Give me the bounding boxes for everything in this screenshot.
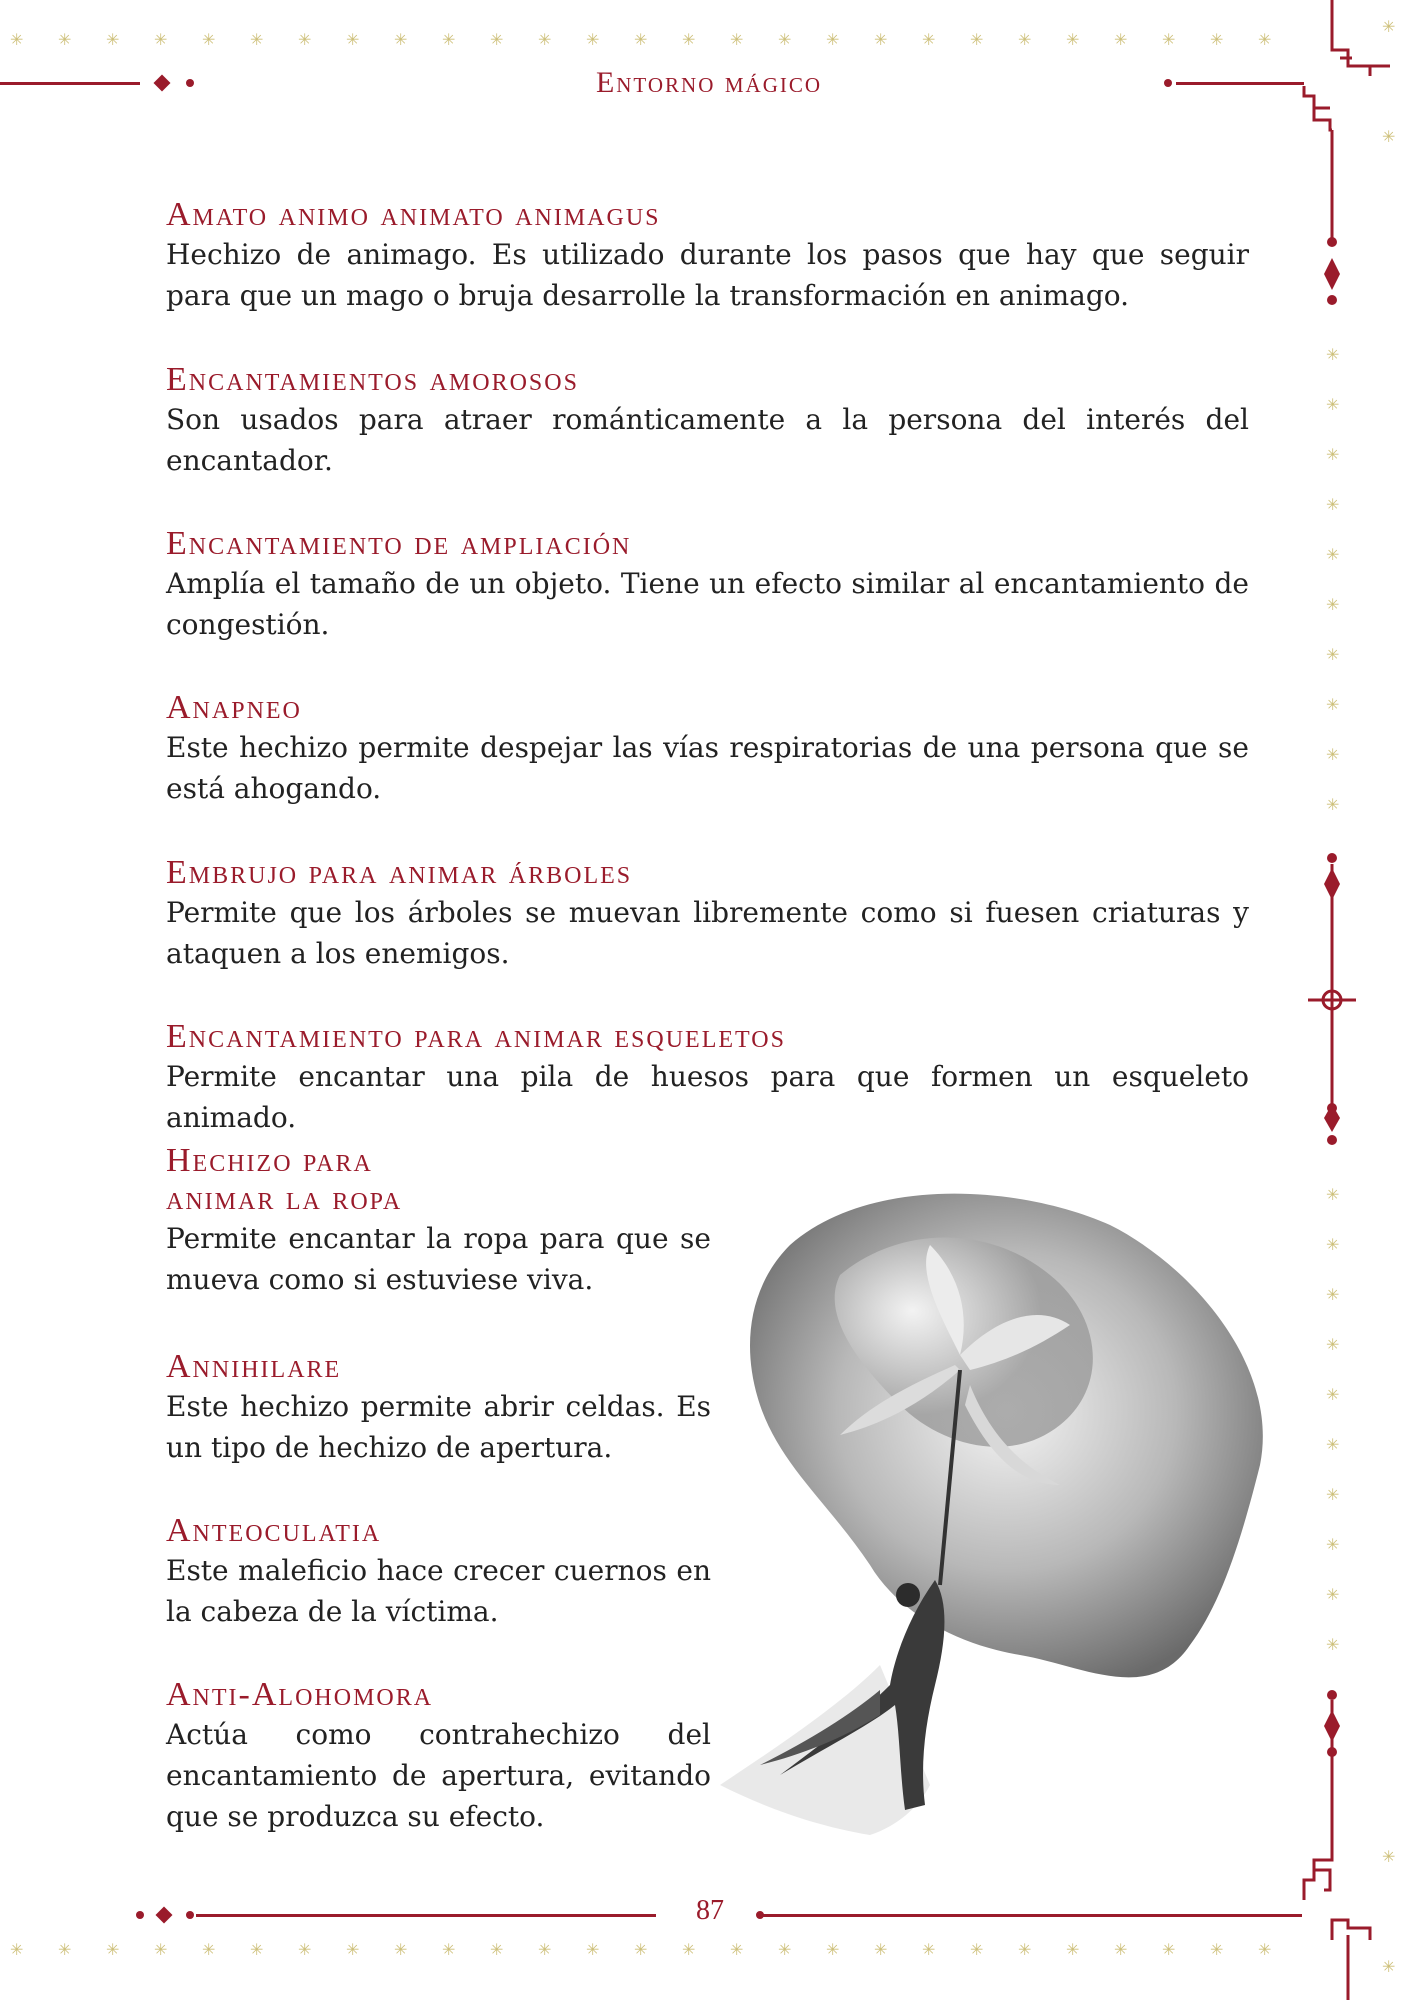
star-icon: ✳ xyxy=(1210,1940,1224,1959)
svg-text:✳: ✳ xyxy=(1326,595,1340,614)
footer-dot-left2-icon xyxy=(186,1911,194,1919)
star-icon: ✳ xyxy=(1018,30,1032,49)
page-header-title: Entorno mágico xyxy=(595,66,823,99)
entry-text: Permite que los árboles se muevan libremente como si fuesen criaturas y ataquen a los enemigos. xyxy=(166,896,1249,970)
entry-title: Annihilare xyxy=(166,1348,342,1385)
svg-text:✳: ✳ xyxy=(1326,1485,1340,1504)
star-icon: ✳ xyxy=(730,30,744,49)
svg-text:✳: ✳ xyxy=(1326,345,1340,364)
footer-diamond-left-icon xyxy=(156,1907,173,1924)
entry-animar-ropa xyxy=(166,1142,711,1300)
wizard-illustration-icon xyxy=(720,1185,1280,1855)
star-icon: ✳ xyxy=(1066,30,1080,49)
star-icon: ✳ xyxy=(202,1940,216,1959)
ornamental-frame-icon xyxy=(1290,0,1418,2000)
svg-text:✳: ✳ xyxy=(1326,1185,1340,1204)
entry-title: Encantamiento de ampliación xyxy=(166,525,632,562)
star-icon: ✳ xyxy=(538,30,552,49)
star-icon: ✳ xyxy=(1258,1940,1272,1959)
star-icon: ✳ xyxy=(490,30,504,49)
star-icon: ✳ xyxy=(250,1940,264,1959)
entry-text: Este hechizo permite despejar las vías respiratorias de una persona que se está ahogando. xyxy=(166,731,1249,805)
star-icon: ✳ xyxy=(922,1940,936,1959)
star-icon: ✳ xyxy=(1066,1940,1080,1959)
entry-title: Encantamiento para animar esqueletos xyxy=(166,1018,786,1055)
star-icon: ✳ xyxy=(298,30,312,49)
star-icon: ✳ xyxy=(154,1940,168,1959)
entry-animar-arboles xyxy=(166,854,1249,974)
svg-text:✳: ✳ xyxy=(1382,17,1396,36)
star-icon: ✳ xyxy=(394,1940,408,1959)
entry-title: Encantamientos amorosos xyxy=(166,361,579,398)
star-icon: ✳ xyxy=(1114,30,1128,49)
star-icon: ✳ xyxy=(634,30,648,49)
entry-ampliacion xyxy=(166,525,1249,645)
entry-title: Hechizo para animar la ropa xyxy=(166,1142,403,1217)
svg-text:✳: ✳ xyxy=(1326,395,1340,414)
svg-text:✳: ✳ xyxy=(1326,445,1340,464)
entry-text: Hechizo de animago. Es utilizado durante los pasos que hay que seguir para que un mago o bruja desarrolle la transformación en animago. xyxy=(166,238,1249,312)
entry-title: Anti-Alohomora xyxy=(166,1676,434,1713)
star-icon: ✳ xyxy=(682,30,696,49)
star-icon: ✳ xyxy=(826,30,840,49)
footer-dot-left-icon xyxy=(136,1911,144,1919)
star-icon: ✳ xyxy=(538,1940,552,1959)
header-rule-right xyxy=(1176,82,1304,85)
svg-text:✳: ✳ xyxy=(1326,1235,1340,1254)
entry-animar-esqueletos xyxy=(166,1018,1249,1138)
entry-text: Son usados para atraer románticamente a la persona del interés del encantador. xyxy=(166,403,1249,477)
svg-text:✳: ✳ xyxy=(1326,1335,1340,1354)
entry-encantamientos-amorosos xyxy=(166,361,1249,481)
star-icon: ✳ xyxy=(970,30,984,49)
entry-text: Permite encantar la ropa para que se mueva como si estuviese viva. xyxy=(166,1222,711,1296)
star-icon: ✳ xyxy=(586,30,600,49)
star-icon: ✳ xyxy=(826,1940,840,1959)
footer-rule-left xyxy=(196,1914,656,1917)
footer-rule-right xyxy=(762,1914,1302,1917)
page-number: 87 xyxy=(696,1895,724,1926)
star-icon: ✳ xyxy=(874,1940,888,1959)
entry-title: Embrujo para animar árboles xyxy=(166,854,633,891)
svg-text:✳: ✳ xyxy=(1326,495,1340,514)
svg-text:✳: ✳ xyxy=(1326,1435,1340,1454)
svg-text:✳: ✳ xyxy=(1326,1635,1340,1654)
star-icon: ✳ xyxy=(106,30,120,49)
star-icon: ✳ xyxy=(250,30,264,49)
star-icon: ✳ xyxy=(586,1940,600,1959)
entry-anti-alohomora xyxy=(166,1676,711,1837)
star-icon: ✳ xyxy=(778,30,792,49)
svg-text:✳: ✳ xyxy=(1326,1285,1340,1304)
svg-text:✳: ✳ xyxy=(1326,1585,1340,1604)
star-icon: ✳ xyxy=(10,30,24,49)
star-icon: ✳ xyxy=(1162,1940,1176,1959)
star-icon: ✳ xyxy=(106,1940,120,1959)
entry-title: Amato animo animato animagus xyxy=(166,196,661,233)
svg-text:✳: ✳ xyxy=(1326,695,1340,714)
entry-text: Permite encantar una pila de huesos para que formen un esqueleto animado. xyxy=(166,1060,1249,1134)
star-icon: ✳ xyxy=(922,30,936,49)
star-icon: ✳ xyxy=(874,30,888,49)
svg-text:✳: ✳ xyxy=(1382,1957,1396,1976)
star-icon: ✳ xyxy=(10,1940,24,1959)
entry-text: Este hechizo permite abrir celdas. Es un tipo de hechizo de apertura. xyxy=(166,1390,711,1464)
entry-annihilare xyxy=(166,1348,711,1468)
star-icon: ✳ xyxy=(346,1940,360,1959)
star-icon: ✳ xyxy=(730,1940,744,1959)
svg-text:✳: ✳ xyxy=(1382,1847,1396,1866)
star-icon: ✳ xyxy=(490,1940,504,1959)
star-icon: ✳ xyxy=(1162,30,1176,49)
star-icon: ✳ xyxy=(442,1940,456,1959)
footer-dot-right-icon xyxy=(756,1911,764,1919)
star-icon: ✳ xyxy=(58,1940,72,1959)
star-icon: ✳ xyxy=(154,30,168,49)
entry-text: Amplía el tamaño de un objeto. Tiene un efecto similar al encantamiento de congestión. xyxy=(166,567,1249,641)
star-icon: ✳ xyxy=(394,30,408,49)
star-icon: ✳ xyxy=(778,1940,792,1959)
entry-anapneo xyxy=(166,689,1249,809)
svg-text:✳: ✳ xyxy=(1326,645,1340,664)
svg-text:✳: ✳ xyxy=(1326,795,1340,814)
svg-text:✳: ✳ xyxy=(1326,545,1340,564)
entry-amato-animo xyxy=(166,196,1249,316)
star-icon: ✳ xyxy=(58,30,72,49)
star-icon: ✳ xyxy=(1210,30,1224,49)
star-icon: ✳ xyxy=(1114,1940,1128,1959)
star-icon: ✳ xyxy=(202,30,216,49)
star-icon: ✳ xyxy=(634,1940,648,1959)
entry-title: Anapneo xyxy=(166,689,302,726)
header-dot-right-icon xyxy=(1164,79,1172,87)
star-icon: ✳ xyxy=(1018,1940,1032,1959)
svg-text:✳: ✳ xyxy=(1326,745,1340,764)
entry-text: Actúa como contrahechizo del encantamiento de apertura, evitando que se produzca su efecto. xyxy=(166,1718,711,1833)
entry-title: Anteoculatia xyxy=(166,1512,382,1549)
svg-text:✳: ✳ xyxy=(1382,127,1396,146)
star-icon: ✳ xyxy=(1258,30,1272,49)
entry-anteoculatia xyxy=(166,1512,711,1632)
star-icon: ✳ xyxy=(682,1940,696,1959)
entry-text: Este maleficio hace crecer cuernos en la cabeza de la víctima. xyxy=(166,1554,711,1628)
star-icon: ✳ xyxy=(970,1940,984,1959)
star-icon: ✳ xyxy=(298,1940,312,1959)
star-icon: ✳ xyxy=(346,30,360,49)
svg-text:✳: ✳ xyxy=(1326,1385,1340,1404)
star-icon: ✳ xyxy=(442,30,456,49)
svg-text:✳: ✳ xyxy=(1326,1535,1340,1554)
